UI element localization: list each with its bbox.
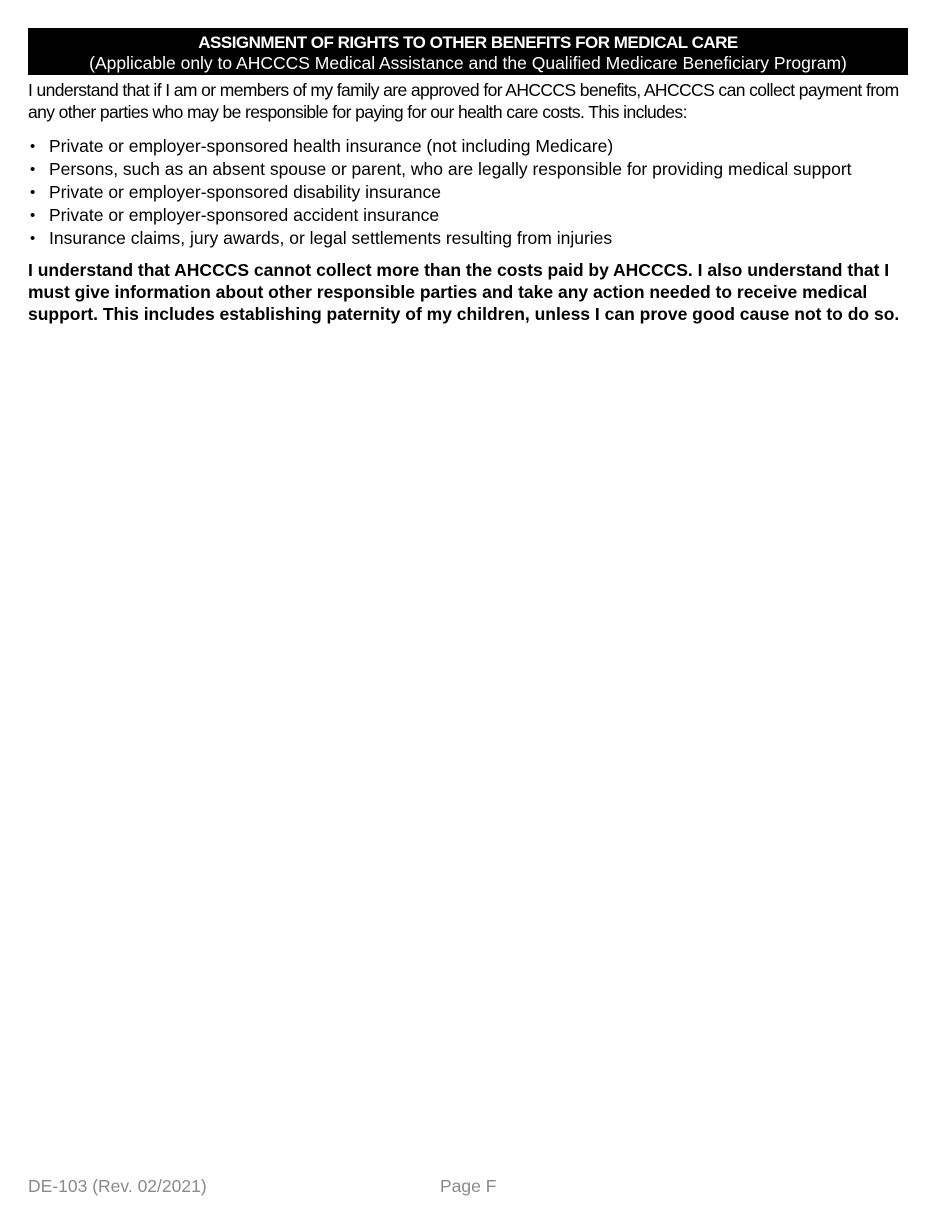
list-item-text: Persons, such as an absent spouse or parent, who are legally responsible for providing medical support [49, 159, 852, 179]
section-title: ASSIGNMENT OF RIGHTS TO OTHER BENEFITS FOR MEDICAL CARE [198, 33, 738, 52]
section-subtitle: (Applicable only to AHCCCS Medical Assistance and the Qualified Medicare Beneficiary Program) [89, 53, 847, 73]
page-number: Page F [440, 1176, 497, 1196]
bullet-icon: • [30, 161, 36, 178]
bullet-icon: • [30, 138, 36, 155]
list-item-text: Private or employer-sponsored disability insurance [49, 182, 441, 202]
list-item [28, 204, 928, 227]
list-item-text: Private or employer-sponsored health insurance (not including Medicare) [49, 136, 614, 156]
bullet-icon: • [30, 207, 36, 224]
bullet-icon: • [30, 230, 36, 247]
list-item-text: Insurance claims, jury awards, or legal settlements resulting from injuries [49, 228, 613, 248]
intro-paragraph: I understand that if I am or members of my family are approved for AHCCCS benefits, AHCCCS can collect payment from any other parties who may be responsible for paying for our health care costs. This includes: [28, 80, 899, 122]
list-item [28, 181, 928, 204]
list-item [28, 158, 928, 181]
list-item-text: Private or employer-sponsored accident insurance [49, 205, 440, 225]
list-item [28, 135, 928, 158]
form-id: DE-103 (Rev. 02/2021) [28, 1176, 207, 1196]
acknowledgement-statement: I understand that AHCCCS cannot collect more than the costs paid by AHCCCS. I also understand that I must give information about other responsible parties and take any action needed to receive medical support. This includes establishing paternity of my children, unless I can prove good cause not to do so. [28, 260, 900, 324]
bullet-icon: • [30, 184, 36, 201]
list-item [28, 227, 928, 250]
section-header [28, 28, 908, 75]
responsible-parties-list [28, 135, 928, 250]
